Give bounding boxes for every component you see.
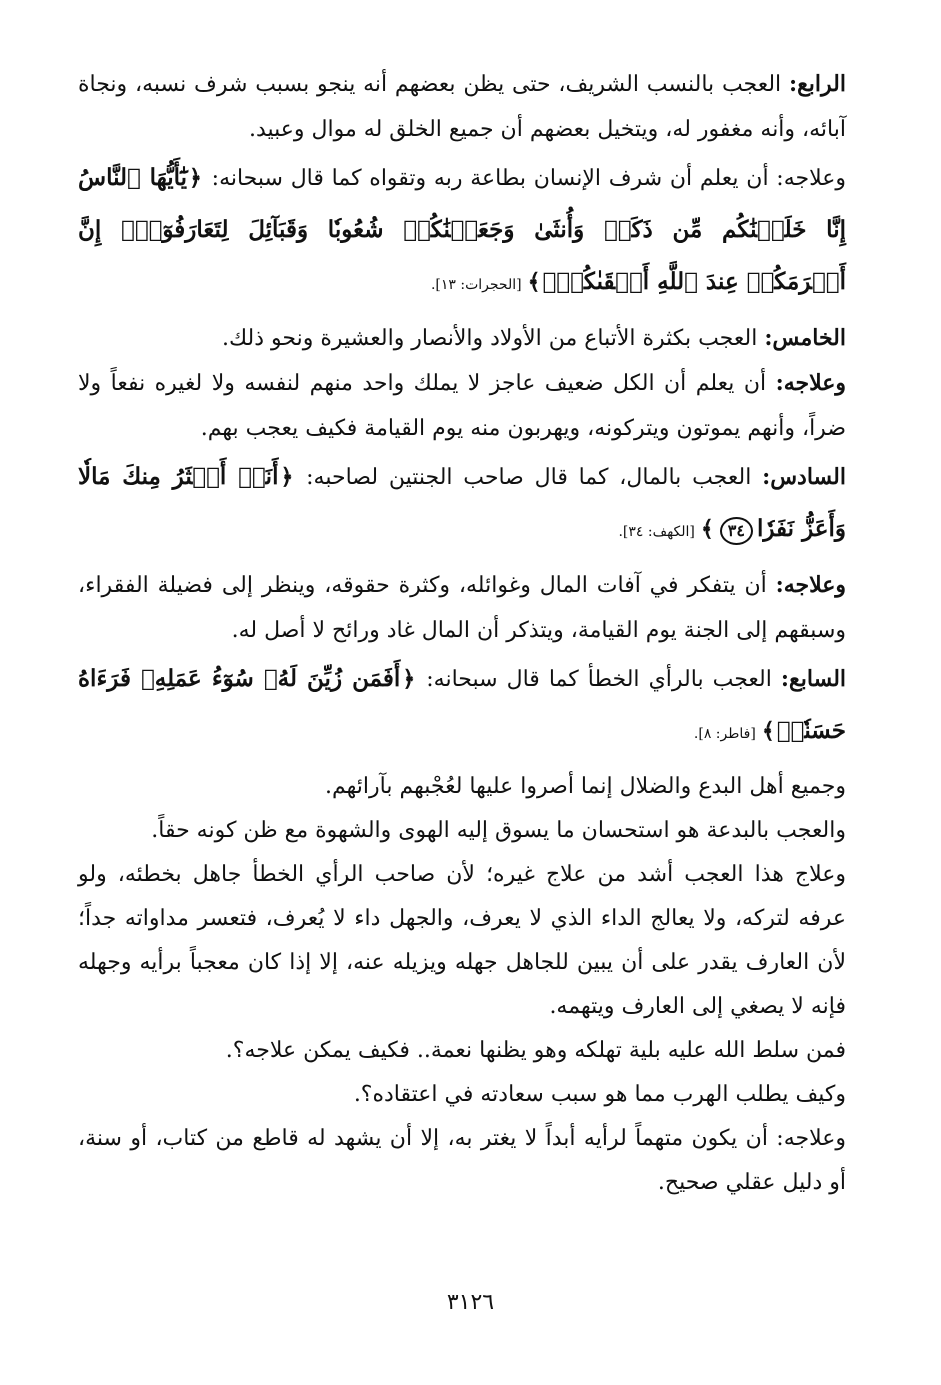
paragraph-remedy-sixth bbox=[78, 563, 846, 653]
paragraph-affliction: فمن سلط الله عليه بلية تهلكه وهو يظنها نعمة.. فكيف يمكن علاجه؟. bbox=[225, 1038, 846, 1063]
paragraph-remedy-hardest: وعلاج هذا العجب أشد من علاج غيره؛ لأن صاحب الرأي الخطأ جاهل بخطئه، ولو عرفه لتركه، ولا يعالج الداء الذي لا يعرف، والجهل داء لا يُعرف، فتعسر مداواته جداً؛ لأن العارف يقدر على أن يبين للجاهل جهله ويزيله عنه، إلا إذا كان معجباً برأيه وجهله فإنه لا يصغي إلى العارف ويتهمه. bbox=[78, 862, 846, 1019]
quran-bracket-open: ﴿ bbox=[189, 165, 202, 191]
paragraph-fifth bbox=[78, 316, 846, 361]
paragraph-label: وعلاجه: bbox=[775, 572, 846, 598]
paragraph-fourth bbox=[78, 62, 846, 152]
quran-bracket-open: ﴿ bbox=[402, 666, 416, 692]
paragraph-innovation-definition: والعجب بالبدعة هو استحسان ما يسوق إليه الهوى والشهوة مع ظن كونه حقاً. bbox=[151, 818, 846, 843]
paragraph-label: وعلاجه: bbox=[775, 370, 846, 396]
paragraph-lead: العجب بالمال، كما قال صاحب الجنتين لصاحبه: bbox=[295, 465, 763, 490]
paragraph-label: السابع: bbox=[780, 666, 847, 692]
page-number: ٣١٢٦ bbox=[446, 1290, 495, 1315]
paragraph-text: أن يتفكر في آفات المال وغوائله، وكثرة حقوقه، وينظر إلى فضيلة الفقراء، وسبقهم إلى الجنة يوم القيامة، ويتذكر أن المال غاد ورائح لا أصل له. bbox=[78, 573, 846, 643]
quran-bracket-close: ﴾ bbox=[700, 516, 714, 542]
paragraph-lead: وعلاجه: أن يعلم أن شرف الإنسان بطاعة ربه وتقواه كما قال سبحانه: bbox=[203, 166, 846, 191]
quran-verse: أَنَا۠ أَكۡثَرُ مِنكَ مَالٗا وَأَعَزُّ نَفَرٗا bbox=[78, 463, 846, 542]
paragraph-sixth bbox=[78, 451, 846, 555]
quran-verse: يَٰٓأَيُّهَا ٱلنَّاسُ إِنَّا خَلَقۡنَٰكُم مِّن ذَكَرٖ وَأُنثَىٰ وَجَعَلۡنَٰكُمۡ شُعُوبٗا وَقَبَآئِلَ لِتَعَارَفُوٓاْۚ إِنَّ أَكۡرَمَكُمۡ عِندَ ٱللَّهِ أَتۡقَىٰكُمۡۚ bbox=[78, 164, 846, 295]
quran-verse: أَفَمَن زُيِّنَ لَهُۥ سُوٓءُ عَمَلِهِۦ فَرَءَاهُ حَسَنٗاۖ bbox=[78, 665, 846, 744]
quran-bracket-close: ﴾ bbox=[527, 269, 541, 295]
paragraph-seventh bbox=[78, 653, 846, 757]
paragraph-text: العجب بالنسب الشريف، حتى يظن بعضهم أنه ينجو بسبب شرف نسبه، ونجاة آبائه، وأنه مغفور له، ويتخيل بعضهم أن جميع الخلق له موال وعبيد. bbox=[78, 72, 846, 142]
quran-bracket-close: ﴾ bbox=[761, 718, 775, 744]
ayah-number-marker: ٣٤ bbox=[720, 517, 753, 545]
paragraph-escape: وكيف يطلب الهرب مما هو سبب سعادته في اعتقاده؟. bbox=[353, 1082, 846, 1107]
page-body bbox=[78, 62, 846, 1205]
verse-reference: [الحجرات: ١٣]. bbox=[430, 277, 522, 293]
paragraph-label: الخامس: bbox=[764, 325, 846, 351]
paragraph-label: الرابع: bbox=[788, 71, 846, 97]
verse-reference: [فاطر: ٨]. bbox=[693, 726, 756, 742]
paragraph-text: أن يعلم أن الكل ضعيف عاجز لا يملك واحد منهم لنفسه ولا لغيره نفعاً ولا ضراً، وأنهم يموتون ويتركونه، ويهربون منه يوم القيامة فكيف يعجب بهم. bbox=[78, 371, 846, 441]
paragraph-remedy-fifth bbox=[78, 361, 846, 451]
paragraph-lead: العجب بالرأي الخطأ كما قال سبحانه: bbox=[417, 667, 781, 692]
paragraph-text: العجب بكثرة الأتباع من الأولاد والأنصار والعشيرة ونحو ذلك. bbox=[222, 326, 765, 351]
paragraph-remedy-fourth bbox=[78, 152, 846, 308]
paragraph-remedy-final: وعلاجه: أن يكون متهماً لرأيه أبداً لا يغتر به، إلا أن يشهد له قاطع من كتاب، أو سنة، أو دليل عقلي صحيح. bbox=[78, 1126, 846, 1195]
quran-bracket-open: ﴿ bbox=[280, 464, 294, 490]
paragraph-innovations: وجميع أهل البدع والضلال إنما أصروا عليها لعُجْبهم بآرائهم. bbox=[325, 774, 846, 799]
paragraph-label: السادس: bbox=[762, 464, 846, 490]
verse-reference: [الكهف: ٣٤]. bbox=[618, 524, 695, 540]
